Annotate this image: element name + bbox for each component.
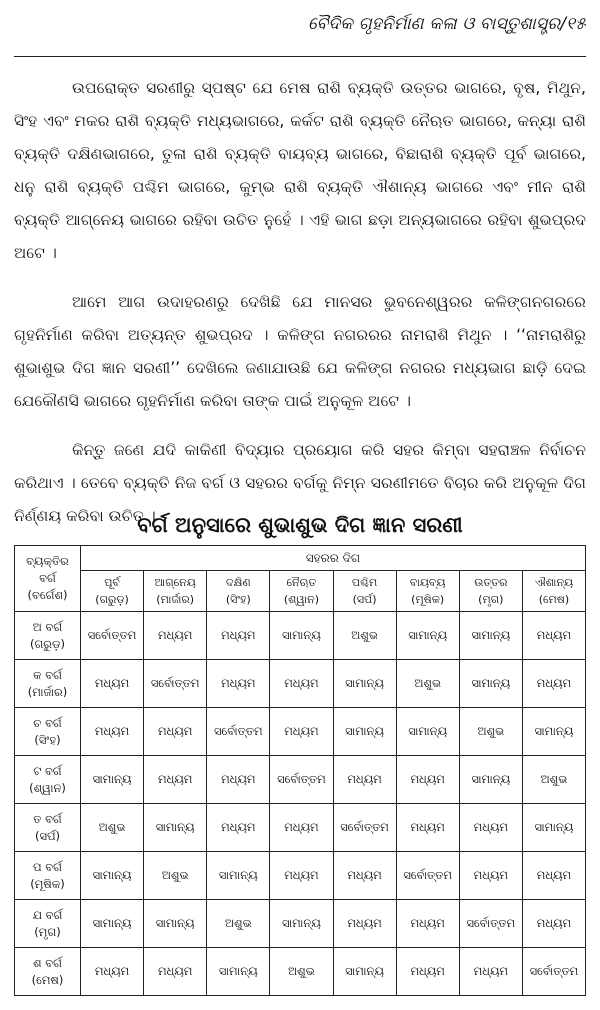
table-cell: ଅଶୁଭ (333, 612, 396, 660)
direction-label: ଦକ୍ଷିଣ (225, 576, 251, 589)
varga-guardian: (ମୂଷିକ) (30, 876, 65, 891)
table-row (15, 660, 586, 708)
direction-guardian: (ସର୍ପ) (352, 593, 377, 606)
table-cell: ସାମାନ୍ୟ (270, 612, 333, 660)
varga-guardian: (ମାର୍ଜାର) (27, 684, 68, 699)
table-cell: ମଧ୍ୟମ (396, 900, 459, 948)
page-header (14, 0, 586, 57)
table-cell: ସାମାନ୍ୟ (396, 612, 459, 660)
table-cell: ମଧ୍ୟମ (396, 756, 459, 804)
varga-label: ପ ବର୍ଗ (33, 859, 62, 874)
direction-header (81, 571, 144, 612)
varga-label: ଶ ବର୍ଗ (33, 955, 62, 970)
table-cell: ମଧ୍ୟମ (333, 756, 396, 804)
table-cell: ଅଶୁଭ (522, 756, 585, 804)
table-cell: ଅଶୁଭ (270, 948, 333, 996)
table-cell: ମଧ୍ୟମ (333, 900, 396, 948)
varga-cell (15, 612, 81, 660)
table-cell: ଅଶୁଭ (144, 852, 207, 900)
table-cell: ସାମାନ୍ୟ (81, 756, 144, 804)
table-cell: ମଧ୍ୟମ (396, 948, 459, 996)
running-title: ବୈଦିକ ଗୃହନିର୍ମାଣ କଳା ଓ ବାସ୍ତୁଶାସ୍ତ୍ର/୧୫ (308, 14, 586, 34)
table-cell: ସାମାନ୍ୟ (207, 852, 270, 900)
direction-label: ପୂର୍ବ (104, 576, 120, 589)
table-cell: ସାମାନ୍ୟ (459, 756, 522, 804)
varga-cell (15, 660, 81, 708)
varga-cell (15, 756, 81, 804)
direction-label: ଐଶାନ୍ୟ (534, 576, 574, 589)
table-cell: ଅଶୁଭ (396, 660, 459, 708)
paragraph: ଉପରୋକ୍ତ ସରଣୀରୁ ସ୍ପଷ୍ଟ ଯେ ମେଷ ରାଶି ବ୍ୟକ୍ତି ଉତ୍ତର ଭାଗରେ, ବୃଷ, ମିଥୁନ, ସିଂହ ଏବଂ ମକର ରାଶି ବ୍ୟକ୍ତି ମଧ୍ୟଭାଗରେ, କର୍କଟ ରାଶି ବ୍ୟକ୍ତି ନୈଋତ ଭାଗରେ, କନ୍ୟା ରାଶି ବ୍ୟକ୍ତି ଦକ୍ଷିଣଭାଗରେ, ତୁଳା ରାଶି ବ୍ୟକ୍ତି ବାୟବ୍ୟ ଭାଗରେ, ବିଛାରାଶି ବ୍ୟକ୍ତି ପୂର୍ବ ଭାଗରେ, ଧନୁ ରାଶି ବ୍ୟକ୍ତି ପଶ୍ଚିମ ଭାଗରେ, କୁମ୍ଭ ରାଶି ବ୍ୟକ୍ତି ଐଶାନ୍ୟ ଭାଗରେ ଏବଂ ମୀନ ରାଶି ବ୍ୟକ୍ତି ଆଗ୍ନେୟ ଭାଗରେ ରହିବା ଉଚିତ ନୁହେଁ । ଏହି ଭାଗ ଛଡ଼ା ଅନ୍ୟଭାଗରେ ରହିବା ଶୁଭପ୍ରଦ ଅଟେ । (14, 79, 586, 262)
table-row (15, 612, 586, 660)
table-title: ବର୍ଗ ଅନୁସାରେ ଶୁଭାଶୁଭ ଦିଗ ଜ୍ଞାନ ସରଣୀ (137, 513, 463, 537)
table-cell: ଅଶୁଭ (207, 900, 270, 948)
table-cell: ସର୍ବୋତ୍ତମ (81, 612, 144, 660)
table-cell: ମଧ୍ୟମ (270, 804, 333, 852)
varga-guardian: (ମୃଗ) (34, 924, 61, 939)
table-row (15, 804, 586, 852)
corner-line: (ବର୍ଗେଶ) (27, 588, 68, 602)
direction-guardian: (ଗରୁଡ଼) (95, 593, 129, 606)
direction-guardian: (ସିଂହ) (225, 593, 251, 606)
table-cell: ସାମାନ୍ୟ (207, 948, 270, 996)
table-cell: ସାମାନ୍ୟ (333, 948, 396, 996)
direction-header (333, 571, 396, 612)
varga-guardian: (ମେଷ) (31, 972, 64, 987)
body-text (14, 72, 586, 549)
direction-guardian: (ମୃଗ) (478, 593, 504, 606)
direction-label: ଆଗ୍ନେୟ (154, 576, 196, 589)
table-row (15, 900, 586, 948)
table-cell: ମଧ୍ୟମ (81, 948, 144, 996)
table-cell: ସର୍ବୋତ୍ତମ (207, 708, 270, 756)
varga-cell (15, 804, 81, 852)
table-cell: ମଧ୍ୟମ (207, 804, 270, 852)
table-cell: ମଧ୍ୟମ (81, 708, 144, 756)
direction-guardian: (ମାର୍ଜାର) (156, 593, 195, 606)
varga-cell (15, 852, 81, 900)
table-cell: ସାମାନ୍ୟ (459, 612, 522, 660)
table-cell: ସର୍ବୋତ୍ତମ (396, 852, 459, 900)
table-cell: ଅଶୁଭ (459, 708, 522, 756)
direction-label: ବାୟବ୍ୟ (409, 576, 446, 589)
direction-guardian: (ମେଷ) (538, 593, 570, 606)
varga-label: ତ ବର୍ଗ (33, 811, 62, 826)
table-cell: ମଧ୍ୟମ (207, 612, 270, 660)
table-row (15, 756, 586, 804)
corner-header (15, 546, 81, 612)
corner-line: ବ୍ୟକ୍ତିର (26, 554, 69, 568)
direction-header (396, 571, 459, 612)
table-cell: ସାମାନ୍ୟ (81, 900, 144, 948)
table-cell: ସାମାନ୍ୟ (522, 804, 585, 852)
table-cell: ସାମାନ୍ୟ (459, 660, 522, 708)
varga-guardian: (ଶ୍ୱାନ) (29, 780, 66, 795)
direction-label: ଉତ୍ତର (474, 576, 508, 589)
direction-header (144, 571, 207, 612)
table-cell: ସାମାନ୍ୟ (270, 900, 333, 948)
table-cell: ମଧ୍ୟମ (207, 756, 270, 804)
table-cell: ମଧ୍ୟମ (270, 660, 333, 708)
table-cell: ମଧ୍ୟମ (144, 708, 207, 756)
table-cell: ସାମାନ୍ୟ (522, 708, 585, 756)
table-cell: ସାମାନ୍ୟ (396, 708, 459, 756)
table-cell: ମଧ୍ୟମ (459, 804, 522, 852)
varga-guardian: (ସିଂହ) (34, 732, 61, 747)
table-cell: ମଧ୍ୟମ (333, 852, 396, 900)
table-cell: ମଧ୍ୟମ (459, 948, 522, 996)
varga-label: ଚ ବର୍ଗ (33, 715, 62, 730)
varga-guardian: (ସର୍ପ) (34, 828, 61, 843)
direction-label: ପଶ୍ଚିମ (351, 576, 378, 589)
varga-guardian: (ଗରୁଡ଼) (29, 636, 66, 651)
varga-label: ଅ ବର୍ଗ (32, 619, 63, 634)
direction-table (14, 545, 586, 996)
table-cell: ସର୍ବୋତ୍ତମ (333, 804, 396, 852)
table-cell: ମଧ୍ୟମ (144, 948, 207, 996)
table-cell: ମଧ୍ୟମ (144, 756, 207, 804)
group-header: ସହରର ଦିଗ (81, 546, 586, 571)
varga-cell (15, 900, 81, 948)
paragraph: କିନ୍ତୁ ଜଣେ ଯଦି କାକିଣୀ ବିଦ୍ୟାର ପ୍ରୟୋଗ କରି ସହର କିମ୍ବା ସହରାଞ୍ଚଳ ନିର୍ବାଚନ କରିଥାଏ । ତେବେ ବ୍ୟକ୍ତି ନିଜ ବର୍ଗ ଓ ସହରର ବର୍ଗକୁ ନିମ୍ନ ସରଣୀମତେ ବିଚାର କରି ଅନୁକୂଳ ଦିଗ ନିର୍ଣ୍ଣୟ କରିବା ଉଚିତ । (14, 441, 586, 525)
direction-guardian: (ମୂଷିକ) (411, 593, 445, 606)
table-cell: ମଧ୍ୟମ (207, 660, 270, 708)
table-cell: ମଧ୍ୟମ (522, 852, 585, 900)
table-cell: ମଧ୍ୟମ (270, 708, 333, 756)
direction-label: ନୈଋତ (286, 576, 317, 589)
table-cell: ସାମାନ୍ୟ (144, 900, 207, 948)
table-cell: ମଧ୍ୟମ (396, 804, 459, 852)
varga-cell (15, 948, 81, 996)
table-cell: ସାମାନ୍ୟ (144, 804, 207, 852)
table-cell: ମଧ୍ୟମ (270, 852, 333, 900)
varga-cell (15, 708, 81, 756)
table-row (15, 708, 586, 756)
table-cell: ଅଶୁଭ (81, 804, 144, 852)
table-cell: ମଧ୍ୟମ (522, 612, 585, 660)
table-cell: ସର୍ବୋତ୍ତମ (270, 756, 333, 804)
table-cell: ସର୍ବୋତ୍ତମ (459, 900, 522, 948)
table-cell: ମଧ୍ୟମ (459, 852, 522, 900)
direction-header (207, 571, 270, 612)
varga-label: ଟ ବର୍ଗ (33, 763, 62, 778)
table-cell: ସର୍ବୋତ୍ତମ (522, 948, 585, 996)
table-row (15, 852, 586, 900)
table-cell: ସାମାନ୍ୟ (333, 708, 396, 756)
table-cell: ସର୍ବୋତ୍ତମ (144, 660, 207, 708)
direction-guardian: (ଶ୍ୱାନ) (283, 593, 320, 606)
table-cell: ମଧ୍ୟମ (81, 660, 144, 708)
table-cell: ମଧ୍ୟମ (522, 660, 585, 708)
varga-label: କ ବର୍ଗ (33, 667, 62, 682)
table-cell: ମଧ୍ୟମ (522, 900, 585, 948)
direction-header (522, 571, 585, 612)
paragraph: ଆମେ ଆଗ ଉଦାହରଣରୁ ଦେଖିଛି ଯେ ମାନସର ଭୁବନେଶ୍ୱରର କଳିଙ୍ଗନଗରରେ ଗୃହନିର୍ମାଣ କରିବା ଅତ୍ୟନ୍ତ ଶୁଭପ୍ରଦ । କଳିଙ୍ଗ ନଗରରର ନାମରାଶି ମିଥୁନ । ‘‘ନାମରାଶିରୁ ଶୁଭାଶୁଭ ଦିଗ ଜ୍ଞାନ ସରଣୀ’’ ଦେଖିଲେ ଜଣାଯାଉଛି ଯେ କଳିଙ୍ଗ ନଗରର ମଧ୍ୟଭାଗ ଛାଡ଼ି ଦେଇ ଯେକୌଣସି ଭାଗରେ ଗୃହନିର୍ମାଣ କରିବା ତାଙ୍କ ପାଇଁ ଅନୁକୂଳ ଅଟେ । (14, 293, 586, 410)
direction-header (459, 571, 522, 612)
direction-header (270, 571, 333, 612)
table-cell: ମଧ୍ୟମ (144, 612, 207, 660)
varga-label: ଯ ବର୍ଗ (32, 907, 63, 922)
table-row (15, 948, 586, 996)
corner-line: ବର୍ଗ (39, 571, 56, 585)
table-cell: ସାମାନ୍ୟ (333, 660, 396, 708)
table-cell: ସାମାନ୍ୟ (81, 852, 144, 900)
